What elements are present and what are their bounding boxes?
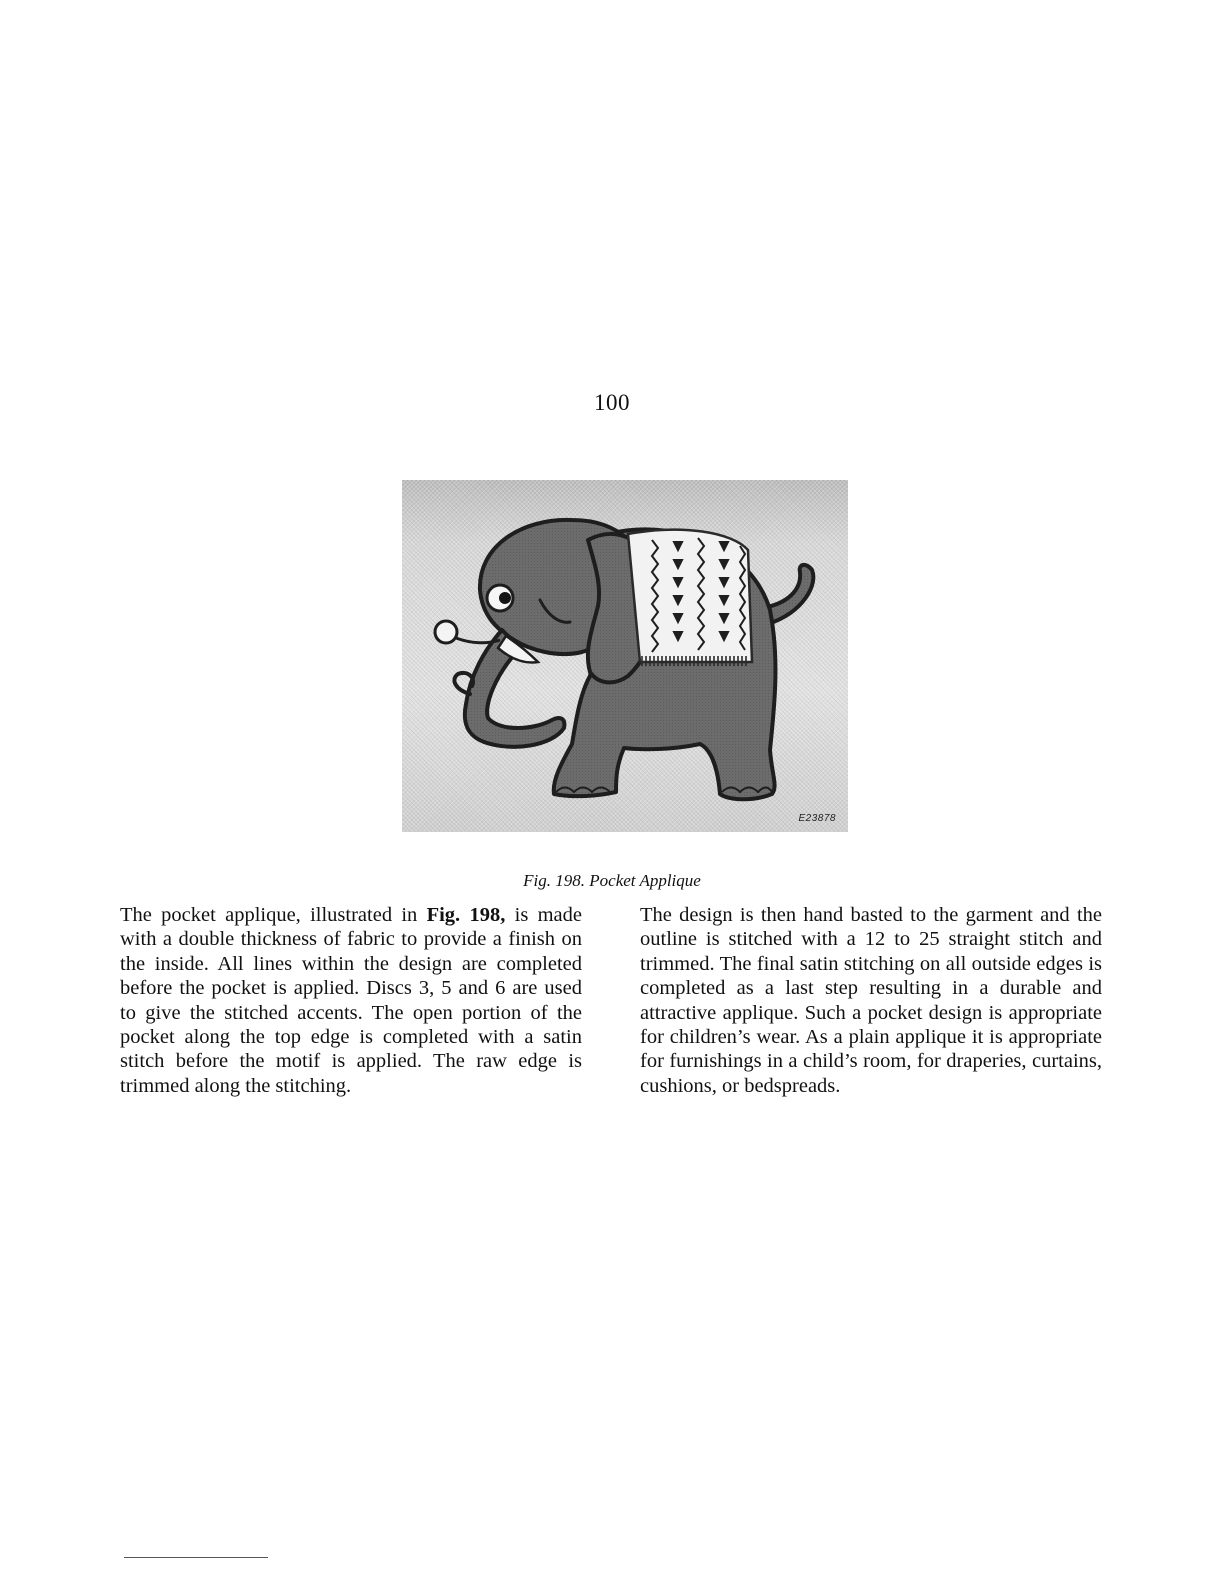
figure-caption: Fig. 198. Pocket Applique [523, 871, 701, 890]
left-text-start: The pocket applique, illustrated in [120, 904, 427, 926]
trunk-tip-disc [435, 621, 457, 643]
elephant-pupil [499, 592, 511, 604]
photo-code: E23878 [798, 813, 836, 824]
body-text-left-column [120, 903, 582, 1098]
left-text-rest: is made with a double thickness of fabric to provide a finish on the inside. All lines within the design are completed before the pocket is applied. Discs 3, 5 and 6 are used to give the stitched accents. The open portion of the pocket along the top edge is completed with a satin stitch before the motif is applied. The raw edge is trimmed along the stitching. [120, 904, 583, 1097]
elephant-blanket [628, 530, 752, 662]
page-number: 100 [594, 390, 630, 415]
body-text-right-column: The design is then hand basted to the garment and the outline is stitched with a 12 to 25 straight stitch and trimmed. The final satin stitching on all outside edges is completed as a last step resulting in a durable and attractive applique. Such a pocket design is appropriate for children’s wear. As a plain applique it is appropriate for furnishings in a child’s room, for draperies, curtains, cushions, or bedspreads. [640, 904, 1102, 1097]
figure-photo [402, 480, 848, 832]
figure-reference[interactable]: Fig. 198, [426, 904, 506, 926]
blanket-fringe [642, 656, 746, 666]
footnote-rule [124, 1557, 268, 1558]
elephant-applique-icon [402, 480, 848, 832]
